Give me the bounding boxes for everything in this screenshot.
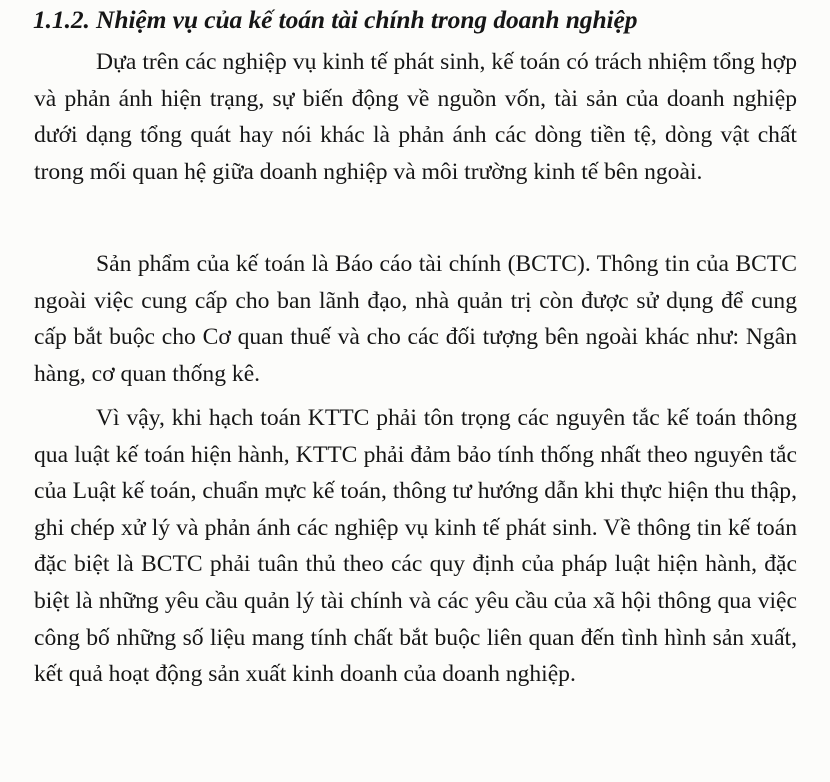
section-heading: 1.1.2. Nhiệm vụ của kế toán tài chính trong doanh nghiệp [33, 5, 638, 34]
paragraph-3: Vì vậy, khi hạch toán KTTC phải tôn trọng các nguyên tắc kế toán thông qua luật kế toán hiện hành, KTTC phải đảm bảo tính thống nhất theo nguyên tắc của Luật kế toán, chuẩn mực kế toán, thông tư hướng dẫn khi thực hiện thu thập, ghi chép xử lý và phản ánh các nghiệp vụ kinh tế phát sinh. Về thông tin kế toán đặc biệt là BCTC phải tuân thủ theo các quy định của pháp luật hiện hành, đặc biệt là những yêu cầu quản lý tài chính và các yêu cầu của xã hội thông qua việc công bố những số liệu mang tính chất bắt buộc liên quan đến tình hình sản xuất, kết quả hoạt động sản xuất kinh doanh của doanh nghiệp. [34, 405, 797, 688]
paragraph-1: Dựa trên các nghiệp vụ kinh tế phát sinh, kế toán có trách nhiệm tổng hợp và phản ánh hiện trạng, sự biến động về nguồn vốn, tài sản của doanh nghiệp dưới dạng tổng quát hay nói khác là phản ánh các dòng tiền tệ, dòng vật chất trong mối quan hệ giữa doanh nghiệp và môi trường kinh tế bên ngoài. [34, 49, 797, 185]
paragraph-2: Sản phẩm của kế toán là Báo cáo tài chính (BCTC). Thông tin của BCTC ngoài việc cung cấp cho ban lãnh đạo, nhà quản trị còn được sử dụng để cung cấp bắt buộc cho Cơ quan thuế và cho các đối tượng bên ngoài khác như: Ngân hàng, cơ quan thống kê. [34, 251, 797, 387]
